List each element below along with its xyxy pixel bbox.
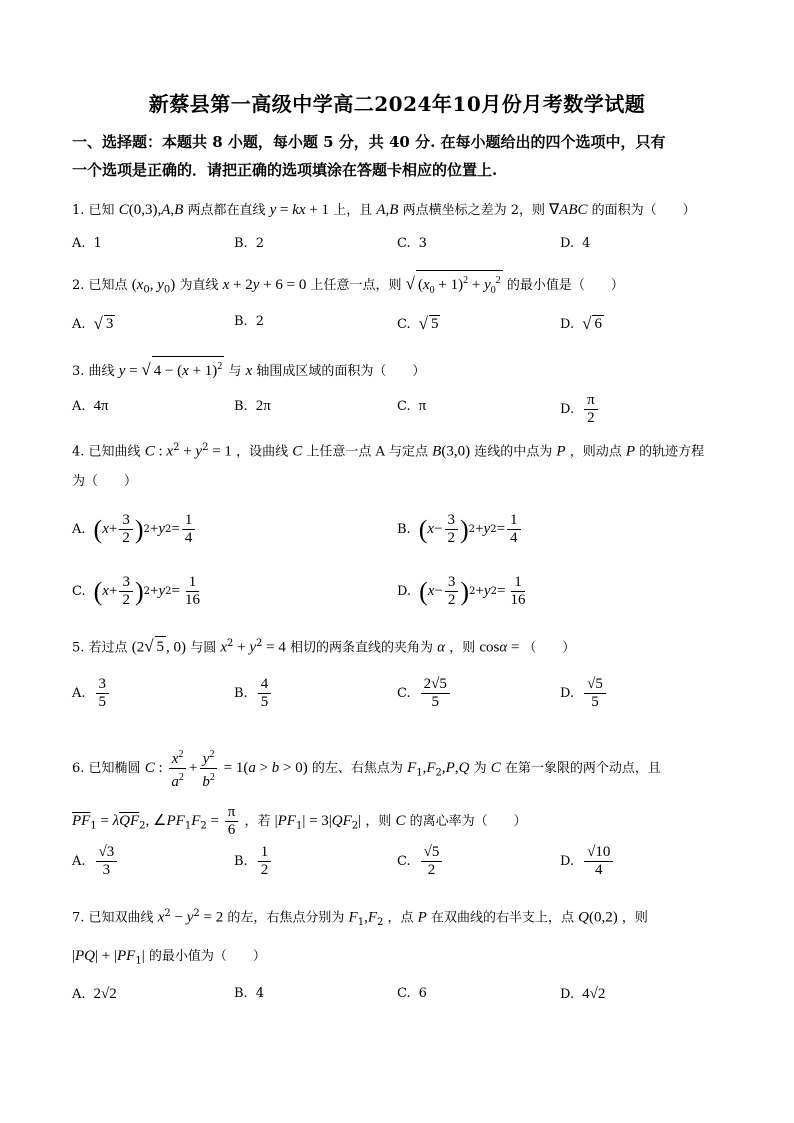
question-text: ，则 <box>621 910 648 926</box>
question-text: 的离心率为（ ） <box>409 814 527 829</box>
question-text: 轴围成区域的面积为（ ） <box>256 364 426 379</box>
option-d[interactable]: D. 4 <box>560 236 591 251</box>
option-b[interactable]: B. ( x − $\frac{3}{2}$ ) 2 + y 2 = $\frac{1}{4}$ <box>397 512 523 547</box>
question-7: 7. 已知双曲线 $x^2 - y^2 = 2$ 的左，右焦点分别为 $F_1,F_2$ ，点 P 在双曲线的右半支上，点 Q(0,2) ，则 <box>72 908 648 928</box>
question-1: 1. 已知 C(0,3),A,B 两点都在直线 y = kx + 1 上，且 A,B 两点横坐标之差为 2，则 ∇ABC 的面积为（ ） <box>72 202 696 218</box>
question-text: 的面积为（ ） <box>591 203 696 218</box>
option-b[interactable]: B. 2π <box>234 398 271 414</box>
option-c[interactable]: C. 3 <box>397 236 427 251</box>
question-number: 3. <box>72 364 85 379</box>
question-text: 相切的两条直线的夹角为 <box>290 640 434 656</box>
question-text: 已知椭圆 <box>88 761 141 776</box>
question-text: 为 <box>473 761 487 776</box>
option-b[interactable]: B. 4 <box>234 986 264 1001</box>
option-c[interactable]: C. $\frac{2√5}{5}$ <box>397 676 452 711</box>
options-5 <box>72 676 732 716</box>
question-7-line-2: $|PQ| + |PF_1|$ 的最小值为（ ） <box>72 948 266 967</box>
question-text: 已知点 <box>88 278 128 293</box>
question-text: 已知曲线 <box>88 444 141 460</box>
option-c[interactable]: C. π <box>397 398 427 414</box>
option-d[interactable]: D. $\frac{\pi}{2}$ <box>560 392 600 427</box>
option-d[interactable]: D. √ 6 <box>560 314 602 333</box>
question-text: 的轨迹方程 <box>639 444 705 460</box>
question-number: 4. <box>72 444 85 460</box>
question-3: 3. 曲线 y = √ $4 - (x + 1)^2$ 与 x 轴围成区域的面积为（ ） <box>72 356 732 382</box>
question-text: 为直线 <box>179 278 219 293</box>
option-c[interactable]: C. $\frac{√5}{2}$ <box>397 844 444 879</box>
question-number: 6. <box>72 761 85 776</box>
section-line-2: 一个选项是正确的．请把正确的选项填涂在答题卡相应的位置上. <box>72 161 498 179</box>
section-heading <box>72 128 724 184</box>
option-d[interactable]: D. $\frac{√5}{5}$ <box>560 676 608 711</box>
question-text: 的左，右焦点分别为 <box>227 910 345 926</box>
question-text: ，则 <box>365 814 392 829</box>
page-title: 新蔡县第一高级中学高二2024年10月份月考数学试题 <box>148 92 646 116</box>
question-text: 已知 <box>88 203 115 218</box>
option-a[interactable]: A. 1 <box>72 236 102 251</box>
question-number: 2. <box>72 278 85 293</box>
options-3 <box>72 392 732 432</box>
question-6-line-2: $\overline{PF}_1 = \lambda\overline{QF}_2$, $\angle PF_1F_2$ = $\frac{\pi}{6}$ ，若 $|PF_1| = 3|QF_2|$ ，则 C 的离心率为（ ） <box>72 804 527 838</box>
question-2: 2. 已知点 ($x_0$, $y_0$) 为直线 x + 2y + 6 = 0 上任意一点，则 √ $(x_0 + 1)^2 + y_0^2$ 的最小值是（ ） <box>72 270 732 301</box>
options-6 <box>72 844 732 884</box>
question-text: ，设曲线 <box>236 444 289 460</box>
question-text: 连线的中点为 <box>474 444 553 460</box>
option-b[interactable]: B. 2 <box>234 314 264 329</box>
option-a[interactable]: A. 2√2 <box>72 986 117 1002</box>
question-number: 1. <box>72 203 85 218</box>
question-text: ，则动点 <box>569 444 622 460</box>
option-b[interactable]: B. $\frac{1}{2}$ <box>234 844 273 879</box>
question-5: 5. 若过点 (2√ 5 , 0) 与圆 $x^2 + y^2 = 4$ 相切的两条直线的夹角为 α ，则 cosα = （ ） <box>72 636 576 656</box>
question-6: 6. 已知椭圆 C : $\frac{x^2}{a^2}$ + $\frac{y^2}{b^2}$ = 1(a > b > 0) 的左、右焦点为 $F_1,F_2,P,Q$ 为 C 在第一象限的两个动点，且 <box>72 746 732 791</box>
question-text: 在第一象限的两个动点，且 <box>504 761 661 776</box>
option-b[interactable]: B. $\frac{4}{5}$ <box>234 676 273 711</box>
question-number: 7. <box>72 910 85 926</box>
question-4-line-2: 为（ ） <box>72 474 138 489</box>
question-text: 的最小值为（ ） <box>148 949 266 964</box>
option-b[interactable]: B. 2 <box>234 236 264 251</box>
option-a[interactable]: A. ( x + $\frac{3}{2}$ ) 2 + y 2 = $\frac{1}{4}$ <box>72 512 197 547</box>
question-text: 两点横坐标之差为 2，则 <box>402 203 545 218</box>
option-d[interactable]: D. $\frac{√10}{4}$ <box>560 844 615 879</box>
question-text: （ ） <box>523 640 576 656</box>
options-4-ab <box>72 512 732 552</box>
question-text: ，则 <box>449 640 476 656</box>
option-c[interactable]: C. ( x + $\frac{3}{2}$ ) 2 + y 2 = $\frac{1}{16}$ <box>72 574 200 608</box>
options-2 <box>72 314 732 354</box>
option-a[interactable]: A. $\frac{√3}{3}$ <box>72 844 119 879</box>
question-text: 上，且 <box>333 203 373 218</box>
option-a[interactable]: A. $\frac{3}{5}$ <box>72 676 111 711</box>
question-4: 4. 已知曲线 C : $x^2 + y^2 = 1$ ，设曲线 C 上任意一点 A 与定点 B(3,0) 连线的中点为 P ，则动点 P 的轨迹方程 <box>72 442 705 460</box>
question-text: ，若 <box>244 814 271 829</box>
question-text: 在双曲线的右半支上，点 <box>430 910 574 926</box>
question-text: 的最小值是（ ） <box>506 278 624 293</box>
option-d[interactable]: D. 4√2 <box>560 986 606 1002</box>
question-text: 已知双曲线 <box>88 910 154 926</box>
option-d[interactable]: D. ( x − $\frac{3}{2}$ ) 2 + y 2 = $\frac{1}{16}$ <box>397 574 526 608</box>
options-4-cd <box>72 574 732 614</box>
options-7 <box>72 986 732 1026</box>
option-c[interactable]: C. 6 <box>397 986 427 1001</box>
question-text: 两点都在直线 <box>187 203 266 218</box>
option-c[interactable]: C. √ 5 <box>397 314 439 333</box>
question-text: 上任意一点，则 <box>310 278 402 293</box>
question-text: 若过点 <box>88 640 128 656</box>
question-text: 与 <box>228 364 242 379</box>
option-a[interactable]: A. 4π <box>72 398 109 414</box>
question-text: ，点 <box>387 910 414 926</box>
question-text: 曲线 <box>88 364 115 379</box>
section-line-1: 一、选择题：本题共 8 小题，每小题 5 分，共 40 分. 在每小题给出的四个选项中，只有 <box>72 133 666 151</box>
option-a[interactable]: A. √ 3 <box>72 314 114 333</box>
question-text: 与圆 <box>190 640 217 656</box>
question-number: 5. <box>72 640 85 656</box>
question-text: 上任意一点 A 与定点 <box>306 444 429 460</box>
question-text: 的左、右焦点为 <box>311 761 403 776</box>
